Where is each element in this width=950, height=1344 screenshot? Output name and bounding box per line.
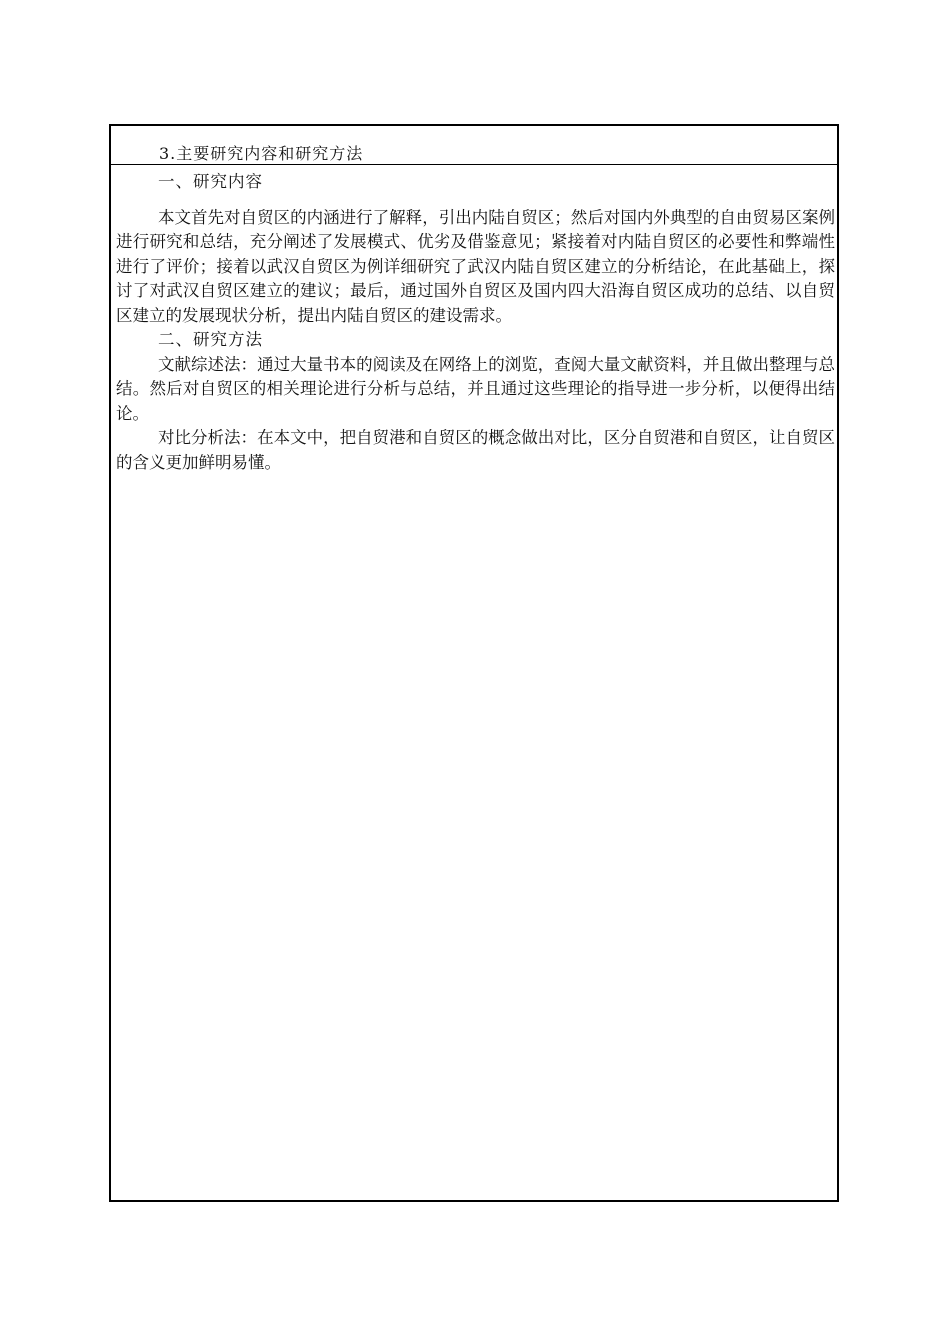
section-header-row	[111, 126, 837, 165]
heading-research-methods: 二、研究方法	[158, 330, 263, 349]
paragraph-literature-review: 文献综述法：通过大量书本的阅读及在网络上的浏览，查阅大量文献资料，并且做出整理与总结。然后对自贸区的相关理论进行分析与总结，并且通过这些理论的指导进一步分析，以便得出结论。	[116, 354, 835, 423]
section-title: 3.主要研究内容和研究方法	[159, 144, 364, 163]
spacer	[116, 195, 835, 206]
section-content	[116, 170, 835, 475]
paragraph-research-content: 本文首先对自贸区的内涵进行了解释，引出内陆自贸区；然后对国内外典型的自由贸易区案例进行研究和总结，充分阐述了发展模式、优劣及借鉴意见；紧接着对内陆自贸区的必要性和弊端性进行了评价；接着以武汉自贸区为例详细研究了武汉内陆自贸区建立的分析结论，在此基础上，探讨了对武汉自贸区建立的建议；最后，通过国外自贸区及国内四大沿海自贸区成功的总结、以自贸区建立的发展现状分析，提出内陆自贸区的建设需求。	[116, 207, 835, 325]
paragraph-comparative-analysis: 对比分析法：在本文中，把自贸港和自贸区的概念做出对比，区分自贸港和自贸区，让自贸区的含义更加鲜明易懂。	[116, 428, 835, 472]
form-table	[109, 124, 839, 1202]
heading-research-content: 一、研究内容	[158, 172, 263, 191]
